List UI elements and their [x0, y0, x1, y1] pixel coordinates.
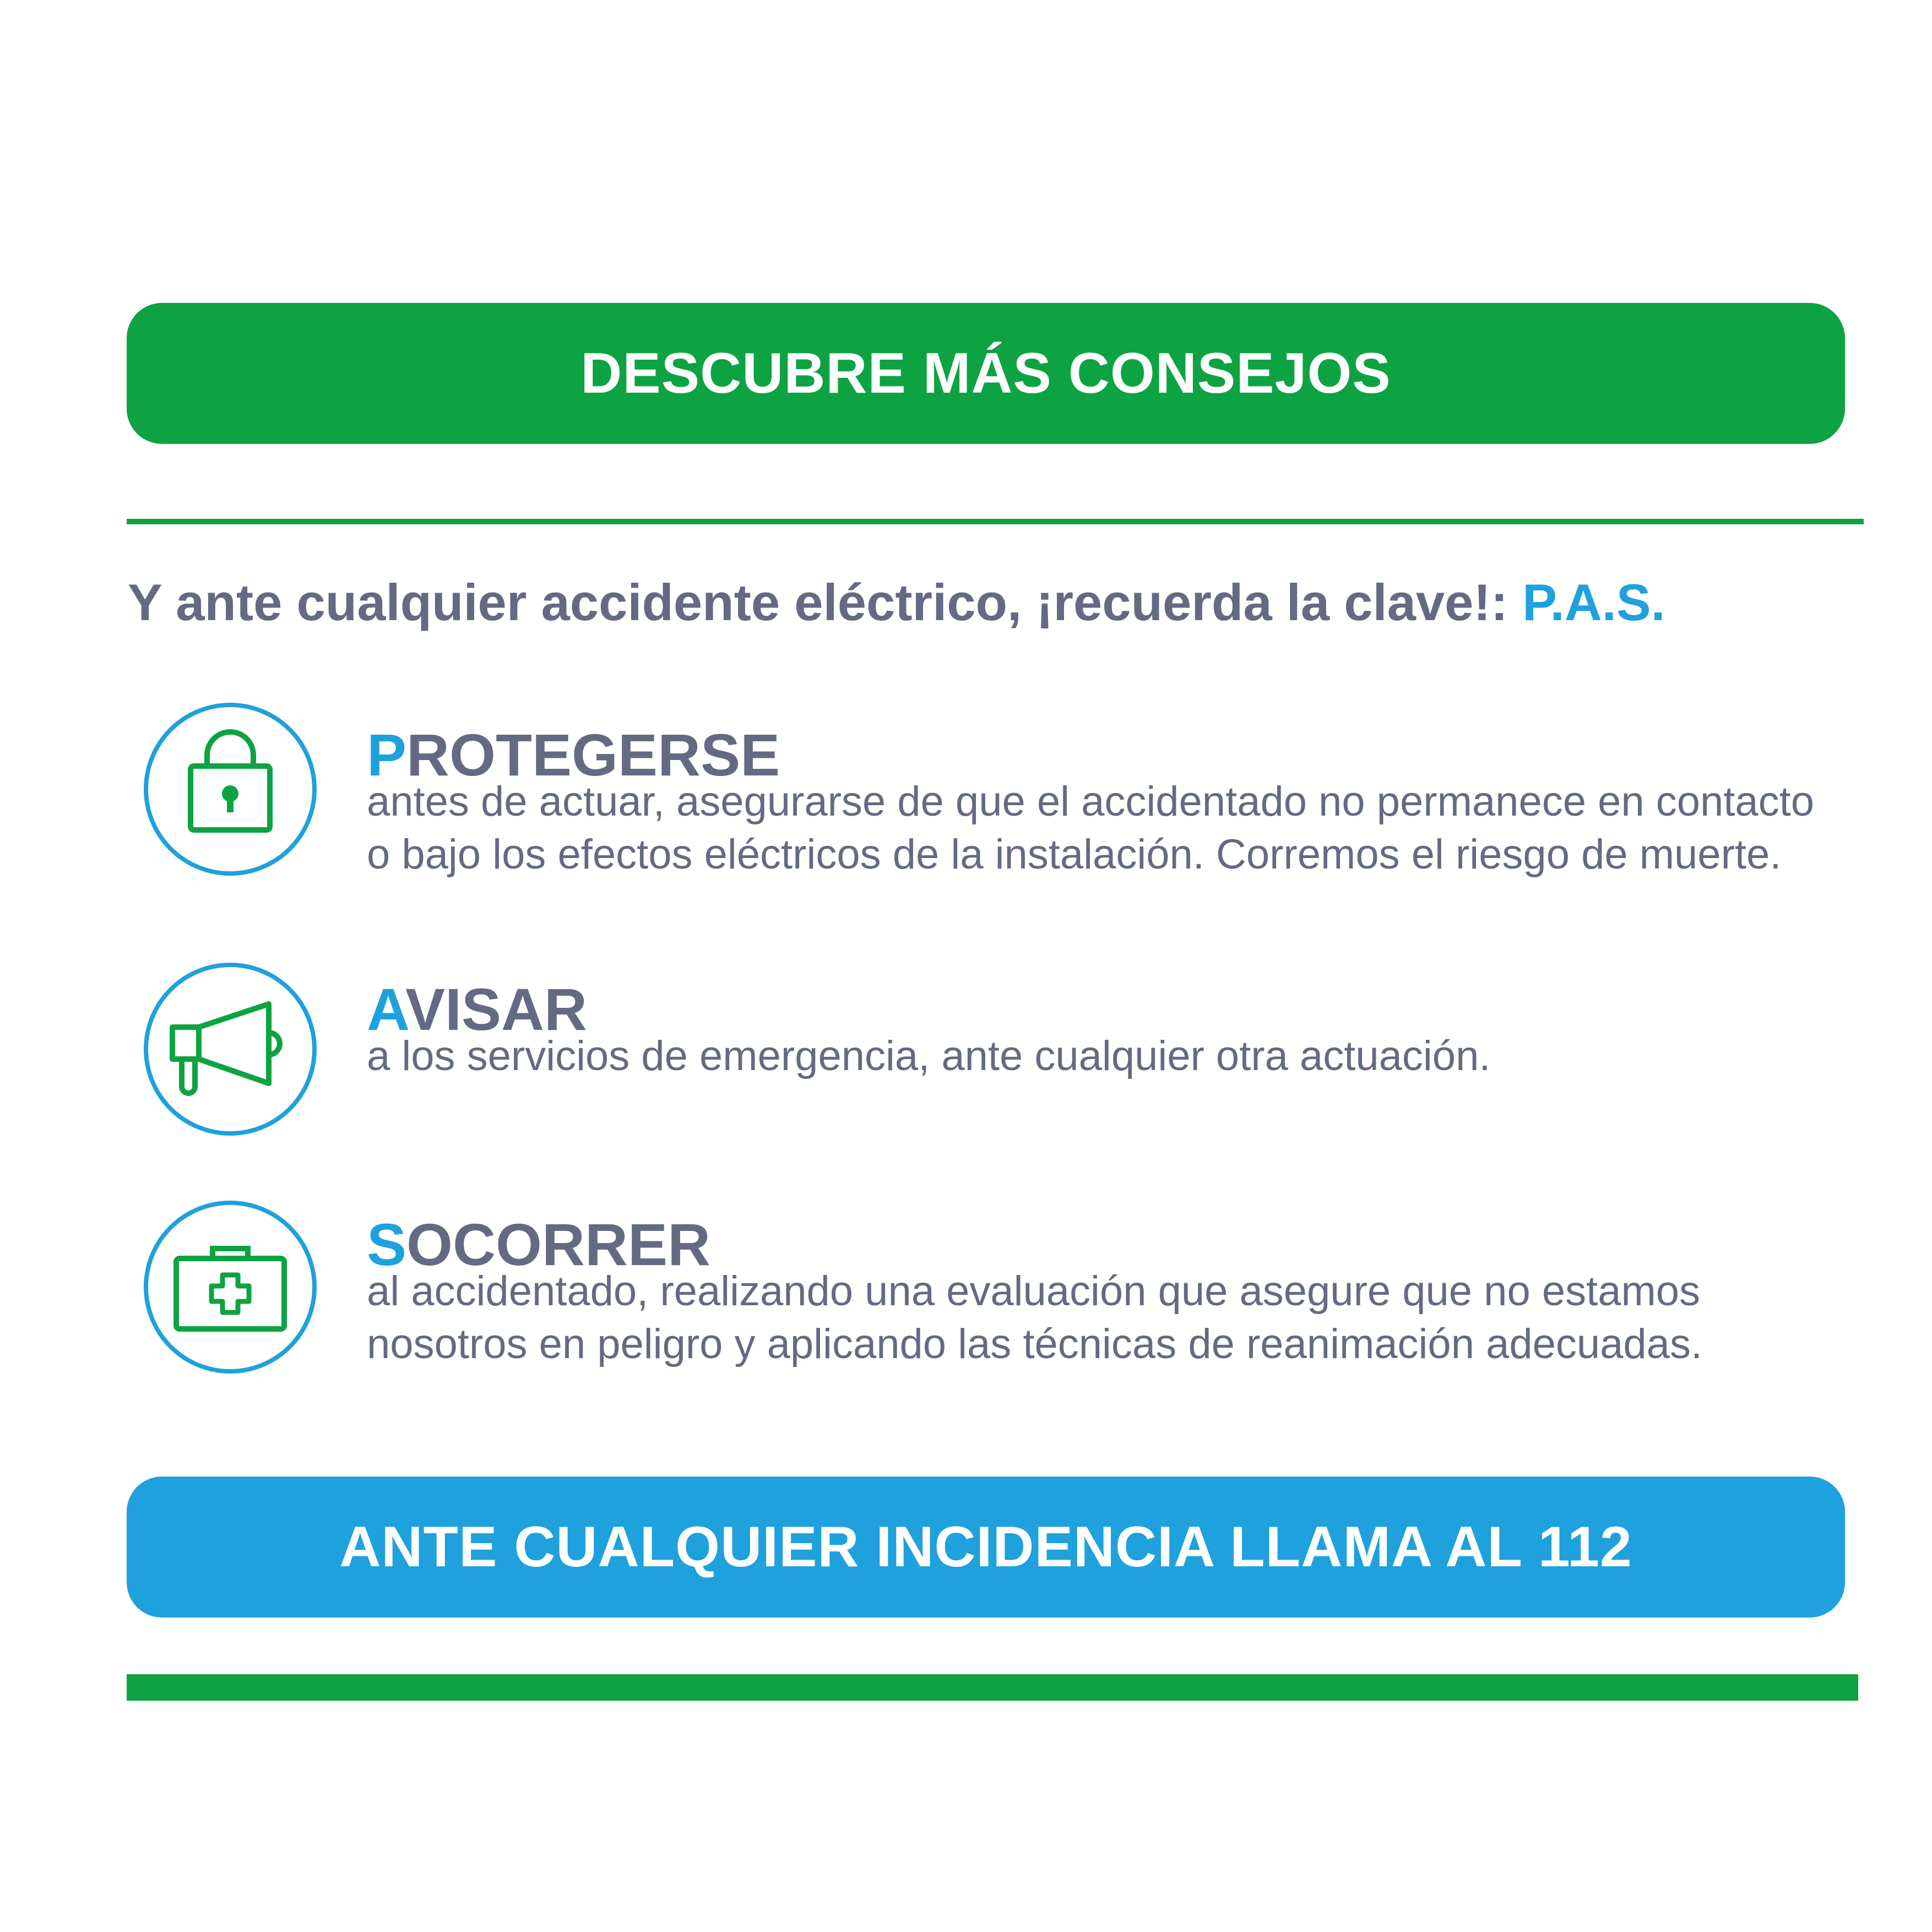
- call-112-label: ANTE CUALQUIER INCIDENCIA LLAMA AL 112: [339, 1515, 1632, 1579]
- first-aid-kit-icon: [142, 1199, 318, 1375]
- step-title-rest: VISAR: [405, 976, 588, 1043]
- padlock-icon: [142, 701, 318, 877]
- step-title-rest: OCORRER: [406, 1211, 711, 1278]
- discover-more-tips-button[interactable]: [127, 303, 1845, 444]
- intro-text: Y ante cualquier accidente eléctrico, ¡recuerda la clave!:: [128, 573, 1523, 631]
- divider-bottom: [127, 1674, 1858, 1701]
- discover-more-tips-label: DESCUBRE MÁS CONSEJOS: [580, 341, 1391, 405]
- intro-key: P.A.S.: [1522, 573, 1665, 631]
- step-initial: P: [367, 721, 407, 788]
- divider-top: [127, 519, 1864, 524]
- step-initial: A: [367, 976, 405, 1043]
- megaphone-icon: [142, 961, 318, 1137]
- call-112-button[interactable]: [127, 1477, 1845, 1618]
- step-description: al accidentado, realizando una evaluación que asegure que no estamos nosotros en peligro y aplicando las técnicas de reanimación adecuadas.: [367, 1268, 1703, 1367]
- step-description: a los servicios de emergencia, ante cualquier otra actuación.: [367, 1033, 1491, 1079]
- step-description: antes de actuar, asegurarse de que el accidentado no permanece en contacto o bajo los efectos eléctricos de la instalación. Corremos el riesgo de muerte.: [367, 778, 1815, 878]
- step-title-rest: ROTEGERSE: [406, 721, 780, 788]
- step-initial: S: [367, 1211, 407, 1278]
- intro-heading: [128, 573, 1665, 632]
